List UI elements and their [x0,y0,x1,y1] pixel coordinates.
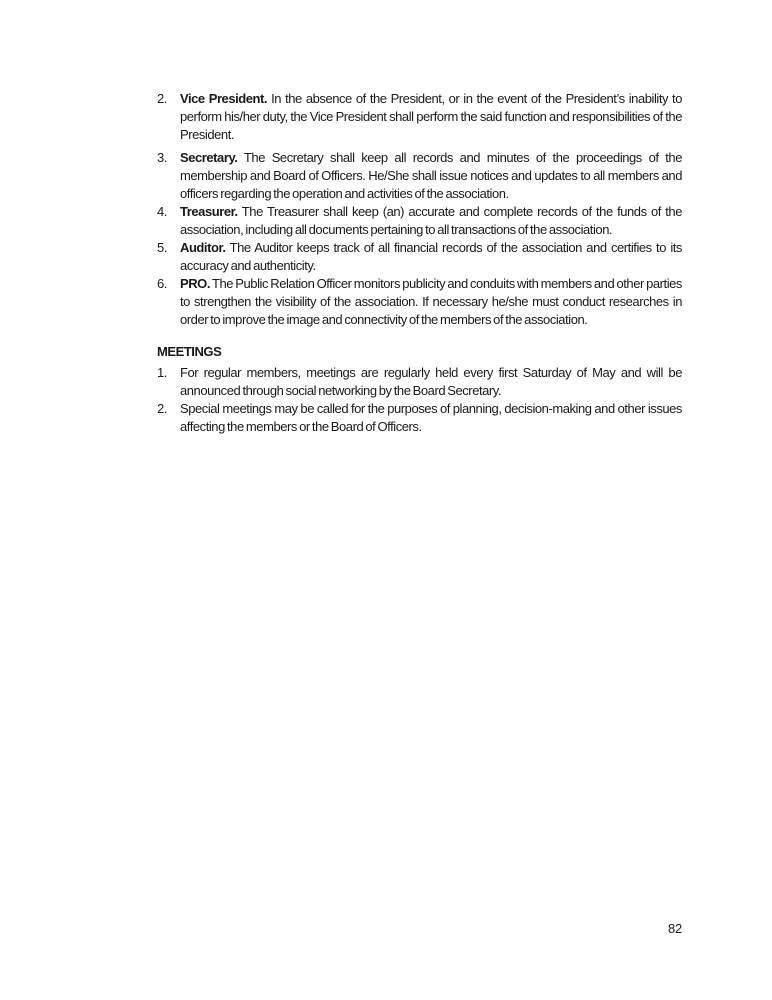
list-number: 1. [157,365,167,380]
item-description: The Public Relation Officer monitors publicity and conduits with members and other parties to strengthen the visibility of the association. If necessary he/she must conduct researches in order to improve the image and connectivity of the members of the association. [180,276,682,327]
term-bold: PRO. [180,276,210,291]
item-description: The Auditor keeps track of all financial records of the association and certifies to its accuracy and authenticity. [180,240,682,273]
list-number: 4. [157,204,167,219]
term-bold: Vice President. [180,91,268,106]
list-number: 5. [157,240,167,255]
list-item-text [180,90,682,144]
officer-duties-list [157,90,682,329]
list-number: 2. [157,91,167,106]
list-item-special-meetings [157,400,682,436]
list-item-pro [157,275,682,329]
page-number: 82 [667,921,682,936]
list-item-treasurer [157,203,682,239]
term-bold: Auditor. [180,240,226,255]
list-item-text [180,400,682,436]
list-item-text [180,239,682,275]
list-item-vice-president [157,90,682,144]
list-number: 6. [157,276,167,291]
term-bold: Treasurer. [180,204,238,219]
section-heading-meetings: MEETINGS [157,344,222,359]
meetings-section [157,343,682,436]
list-number: 3. [157,150,167,165]
list-item-text [180,364,682,400]
term-bold: Secretary. [180,150,238,165]
item-description: For regular members, meetings are regularly held every first Saturday of May and will be announced through social networking by the Board Secretary. [180,365,682,398]
list-item-regular-meetings [157,364,682,400]
list-number: 2. [157,401,167,416]
item-description: In the absence of the President, or in the event of the President’s inability to perform his/her duty, the Vice President shall perform the said function and responsibilities of the President. [180,91,682,142]
list-item-auditor [157,239,682,275]
page-content [157,90,682,436]
list-item-text [180,275,682,329]
list-item-text [180,203,682,239]
list-item-text [180,149,682,203]
item-description: The Treasurer shall keep (an) accurate and complete records of the funds of the association, including all documents pertaining to all transactions of the association. [180,204,682,237]
item-description: The Secretary shall keep all records and minutes of the proceedings of the membership and Board of Officers. He/She shall issue notices and updates to all members and officers regarding the operation and activities of the association. [180,150,682,201]
item-description: Special meetings may be called for the purposes of planning, decision-making and other issues affecting the members or the Board of Officers. [180,401,682,434]
list-item-secretary [157,149,682,203]
